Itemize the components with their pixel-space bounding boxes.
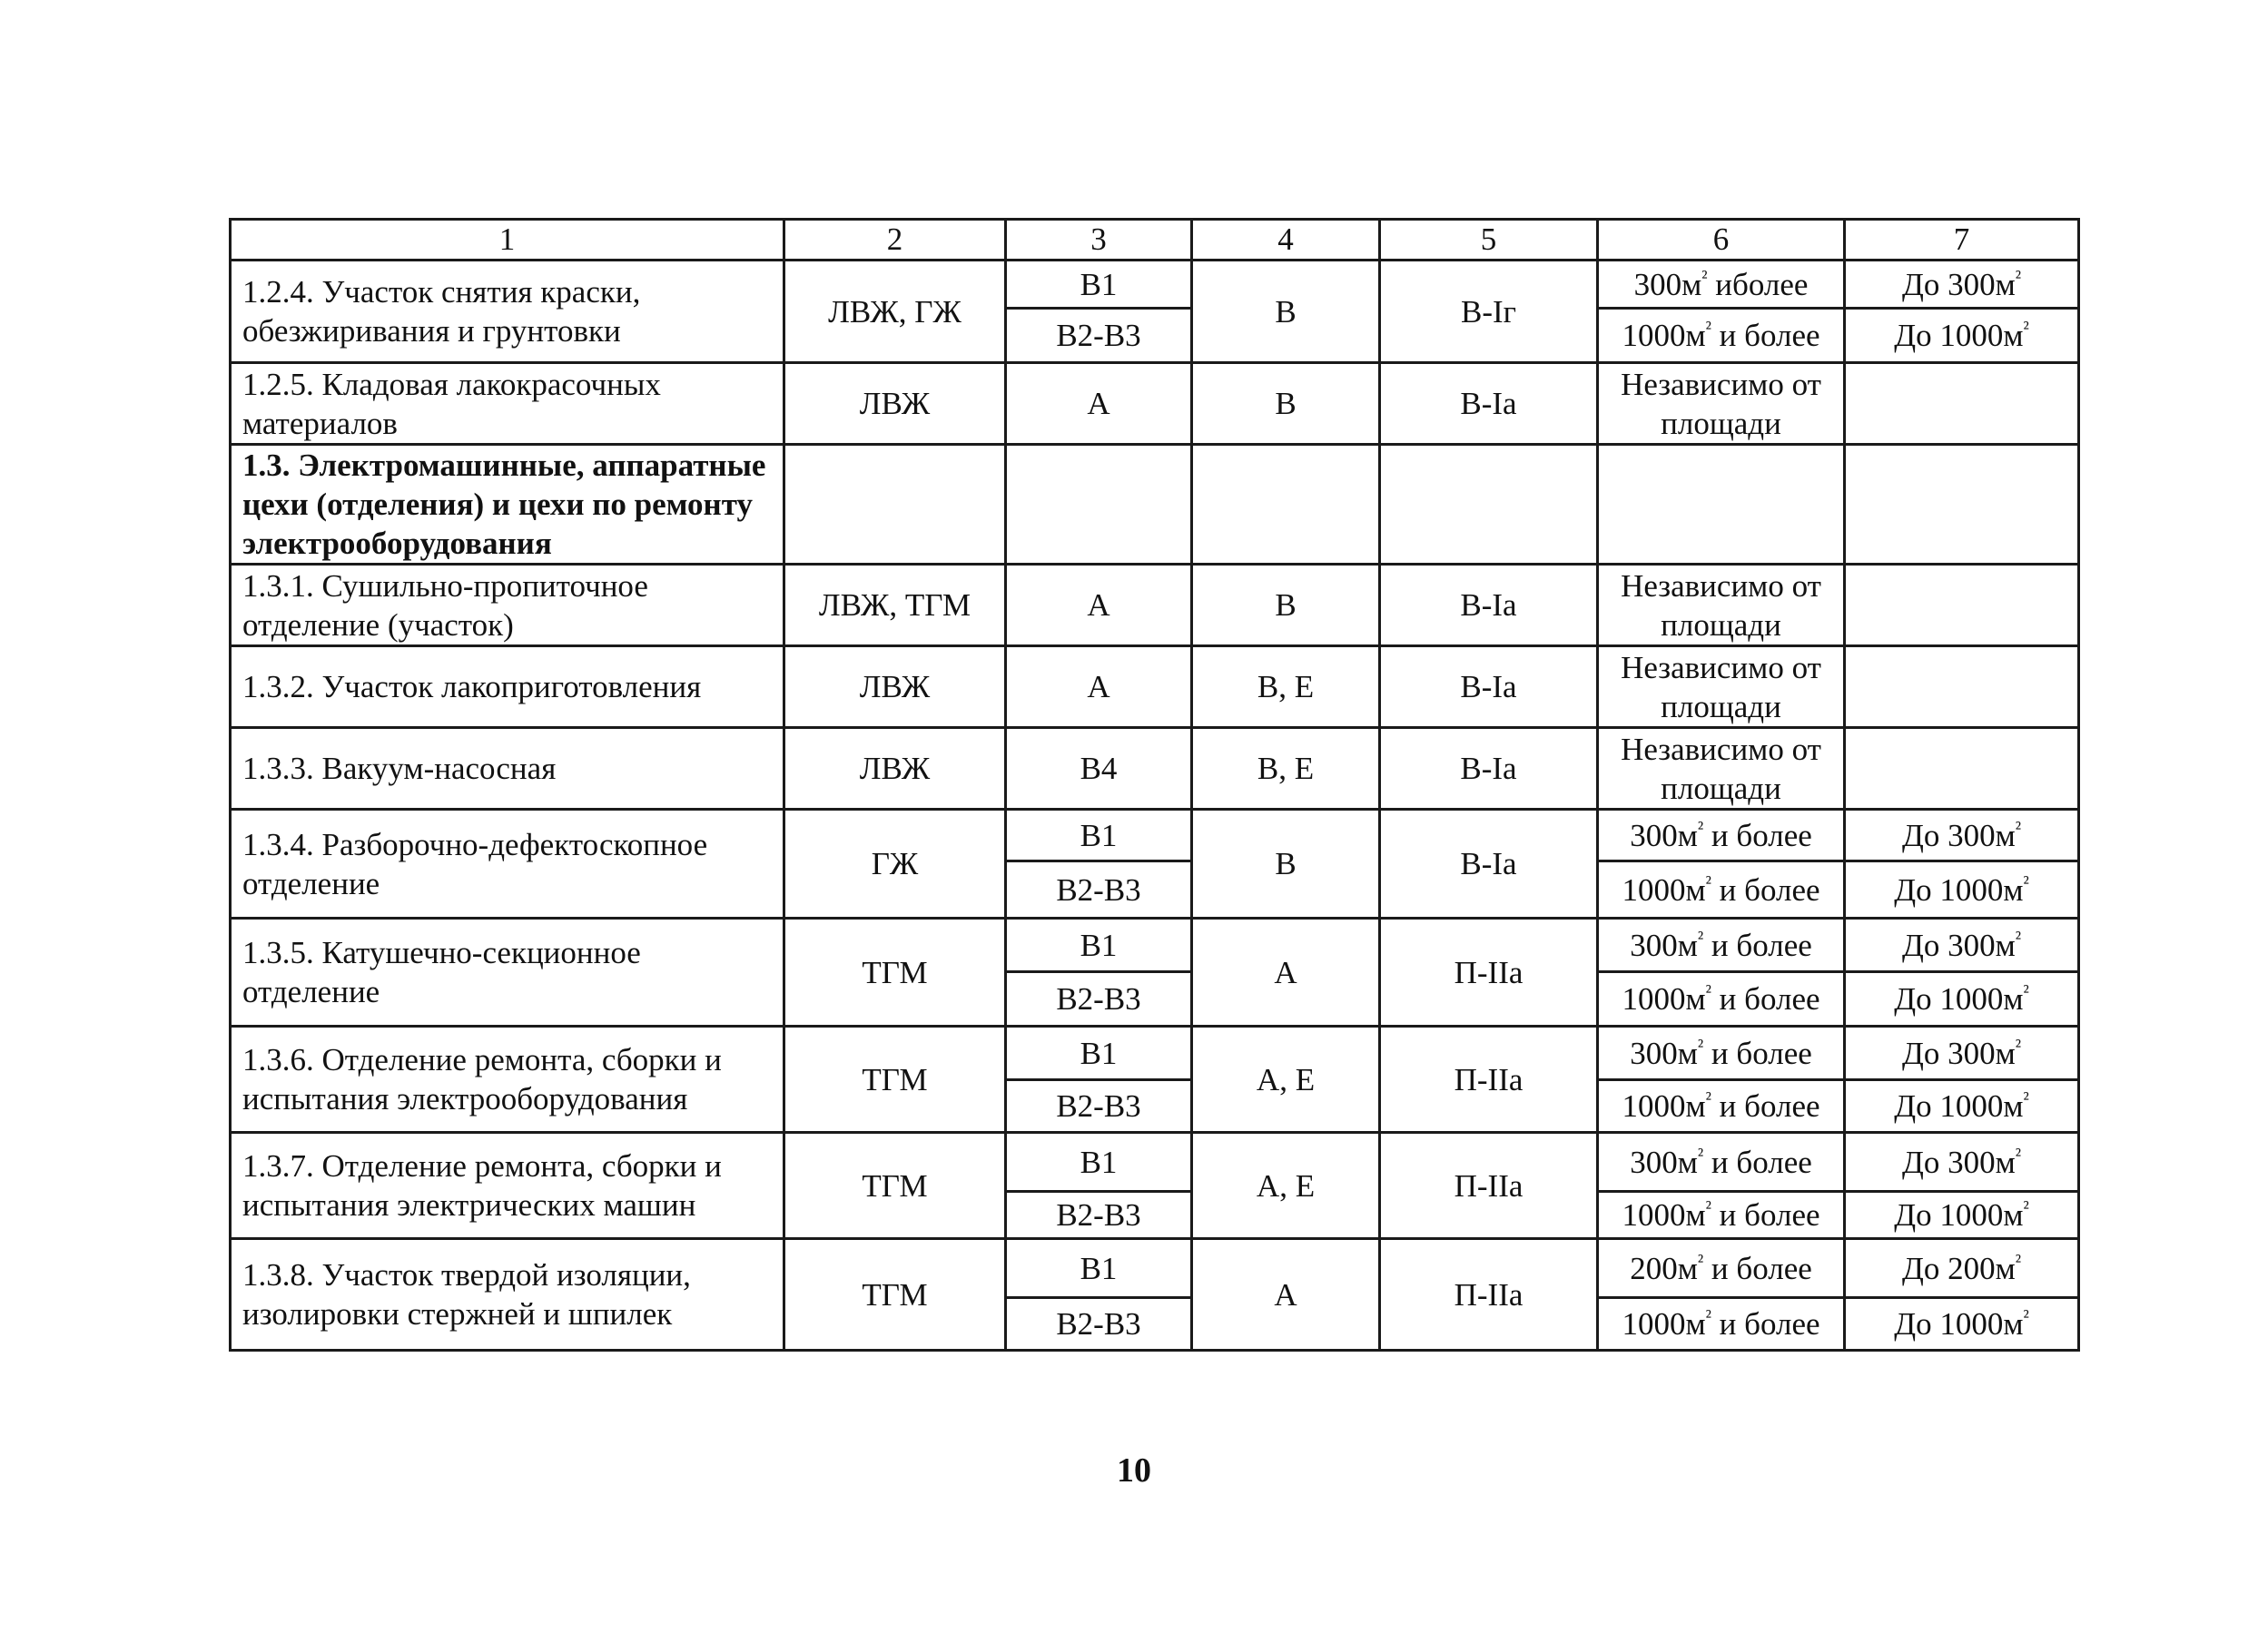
zone-class-cell: А (1192, 1239, 1380, 1351)
category-cell: В1 (1006, 1027, 1192, 1080)
category-cell: В4 (1006, 728, 1192, 810)
area-limit-cell: До $1000м^{^2}$ (1845, 861, 2079, 919)
area-limit-cell (1845, 728, 2079, 810)
room-name-cell: 1.3.8. Участок твердой изоляции, изолировки стержней и шпилек (231, 1239, 784, 1351)
zone-class-cell: В (1192, 261, 1380, 363)
area-limit-cell: До $300м^{^2}$ (1845, 810, 2079, 861)
area-threshold-cell: $1000м^{^2}$ и более (1598, 1298, 1845, 1351)
column-header: 6 (1598, 220, 1845, 261)
room-name-cell: 1.3. Электромашинные, аппаратные цехи (отделения) и цехи по ремонту электрооборудования (231, 445, 784, 565)
category-cell: В2-В3 (1006, 861, 1192, 919)
column-header: 5 (1380, 220, 1598, 261)
area-limit-cell: До $1000м^{^2}$ (1845, 972, 2079, 1027)
table-row (231, 1027, 2079, 1080)
explosion-zone-cell: В-Iг (1380, 261, 1598, 363)
area-threshold-cell: $200м^{^2}$ и более (1598, 1239, 1845, 1298)
area-limit-cell: До $300м^{^2}$ (1845, 919, 2079, 972)
zone-class-cell (1192, 445, 1380, 565)
area-threshold-cell: $300м^{^2}$ и более (1598, 810, 1845, 861)
explosion-zone-cell (1380, 445, 1598, 565)
area-threshold-cell: $300м^{^2}$ иболее (1598, 261, 1845, 309)
category-cell: А (1006, 646, 1192, 728)
substance-cell: ТГМ (784, 1239, 1006, 1351)
room-name-cell: 1.3.3. Вакуум-насосная (231, 728, 784, 810)
substance-cell: ЛВЖ, ТГМ (784, 565, 1006, 646)
area-limit-cell: До $1000м^{^2}$ (1845, 309, 2079, 363)
category-cell: В2-В3 (1006, 309, 1192, 363)
column-header: 1 (231, 220, 784, 261)
substance-cell: ЛВЖ, ГЖ (784, 261, 1006, 363)
zone-class-cell: В (1192, 565, 1380, 646)
category-cell: В2-В3 (1006, 1080, 1192, 1133)
table-row (231, 363, 2079, 445)
room-name-cell: 1.3.2. Участок лакоприготовления (231, 646, 784, 728)
area-limit-cell (1845, 445, 2079, 565)
category-cell: В2-В3 (1006, 1192, 1192, 1239)
explosion-zone-cell: П-IIа (1380, 919, 1598, 1027)
explosion-zone-cell: П-IIа (1380, 1027, 1598, 1133)
category-cell: В1 (1006, 1133, 1192, 1192)
column-header: 2 (784, 220, 1006, 261)
area-limit-cell: До $1000м^{^2}$ (1845, 1298, 2079, 1351)
area-limit-cell: До $300м^{^2}$ (1845, 261, 2079, 309)
page-number: 10 (1117, 1451, 1151, 1490)
zone-class-cell: В (1192, 363, 1380, 445)
table-body (231, 220, 2079, 1351)
room-name-cell: 1.2.4. Участок снятия краски, обезжиривания и грунтовки (231, 261, 784, 363)
table-row (231, 810, 2079, 861)
category-cell: А (1006, 363, 1192, 445)
area-limit-cell: До $1000м^{^2}$ (1845, 1080, 2079, 1133)
area-threshold-cell: Независимо от площади (1598, 646, 1845, 728)
room-name-cell: 1.2.5. Кладовая лакокрасочных материалов (231, 363, 784, 445)
room-name-cell: 1.3.7. Отделение ремонта, сборки и испытания электрических машин (231, 1133, 784, 1239)
area-threshold-cell: $1000м^{^2}$ и более (1598, 1080, 1845, 1133)
substance-cell: ТГМ (784, 919, 1006, 1027)
area-limit-cell (1845, 646, 2079, 728)
column-header: 3 (1006, 220, 1192, 261)
explosion-zone-cell: В-Iа (1380, 810, 1598, 919)
table-row (231, 646, 2079, 728)
column-header: 7 (1845, 220, 2079, 261)
zone-class-cell: В, Е (1192, 728, 1380, 810)
explosion-zone-cell: П-IIа (1380, 1239, 1598, 1351)
table-row (231, 261, 2079, 309)
area-threshold-cell: Независимо от площади (1598, 728, 1845, 810)
table-header-row (231, 220, 2079, 261)
table-row (231, 1239, 2079, 1298)
explosion-zone-cell: В-Iа (1380, 565, 1598, 646)
area-threshold-cell: $1000м^{^2}$ и более (1598, 309, 1845, 363)
category-cell: В1 (1006, 810, 1192, 861)
substance-cell: ГЖ (784, 810, 1006, 919)
area-limit-cell (1845, 363, 2079, 445)
substance-cell (784, 445, 1006, 565)
area-limit-cell: До $300м^{^2}$ (1845, 1027, 2079, 1080)
category-cell: В2-В3 (1006, 1298, 1192, 1351)
area-limit-cell: До $300м^{^2}$ (1845, 1133, 2079, 1192)
area-threshold-cell: $1000м^{^2}$ и более (1598, 1192, 1845, 1239)
table-row (231, 1133, 2079, 1192)
area-threshold-cell: $1000м^{^2}$ и более (1598, 972, 1845, 1027)
explosion-zone-cell: П-IIа (1380, 1133, 1598, 1239)
explosion-zone-cell: В-Iа (1380, 363, 1598, 445)
table-row (231, 565, 2079, 646)
table-row (231, 728, 2079, 810)
category-cell: В1 (1006, 1239, 1192, 1298)
area-limit-cell: До $200м^{^2}$ (1845, 1239, 2079, 1298)
area-limit-cell (1845, 565, 2079, 646)
area-threshold-cell (1598, 445, 1845, 565)
column-header: 4 (1192, 220, 1380, 261)
explosion-zone-cell: В-Iа (1380, 728, 1598, 810)
area-threshold-cell: $1000м^{^2}$ и более (1598, 861, 1845, 919)
zone-class-cell: А, Е (1192, 1027, 1380, 1133)
area-threshold-cell: $300м^{^2}$ и более (1598, 1133, 1845, 1192)
area-limit-cell: До $1000м^{^2}$ (1845, 1192, 2079, 1239)
zone-class-cell: А (1192, 919, 1380, 1027)
room-name-cell: 1.3.5. Катушечно-секционное отделение (231, 919, 784, 1027)
substance-cell: ТГМ (784, 1133, 1006, 1239)
area-threshold-cell: Независимо от площади (1598, 565, 1845, 646)
table-row (231, 445, 2079, 565)
category-cell (1006, 445, 1192, 565)
category-cell: В1 (1006, 919, 1192, 972)
substance-cell: ЛВЖ (784, 363, 1006, 445)
category-cell: В2-В3 (1006, 972, 1192, 1027)
substance-cell: ЛВЖ (784, 646, 1006, 728)
category-cell: В1 (1006, 261, 1192, 309)
room-name-cell: 1.3.4. Разборочно-дефектоскопное отделение (231, 810, 784, 919)
room-name-cell: 1.3.1. Сушильно-пропиточное отделение (участок) (231, 565, 784, 646)
explosion-zone-cell: В-Iа (1380, 646, 1598, 728)
zone-class-cell: В, Е (1192, 646, 1380, 728)
fire-category-table (229, 218, 2080, 1352)
zone-class-cell: А, Е (1192, 1133, 1380, 1239)
area-threshold-cell: $300м^{^2}$ и более (1598, 1027, 1845, 1080)
area-threshold-cell: Независимо от площади (1598, 363, 1845, 445)
table-row (231, 919, 2079, 972)
zone-class-cell: В (1192, 810, 1380, 919)
area-threshold-cell: $300м^{^2}$ и более (1598, 919, 1845, 972)
substance-cell: ЛВЖ (784, 728, 1006, 810)
substance-cell: ТГМ (784, 1027, 1006, 1133)
room-name-cell: 1.3.6. Отделение ремонта, сборки и испытания электрооборудования (231, 1027, 784, 1133)
category-cell: А (1006, 565, 1192, 646)
